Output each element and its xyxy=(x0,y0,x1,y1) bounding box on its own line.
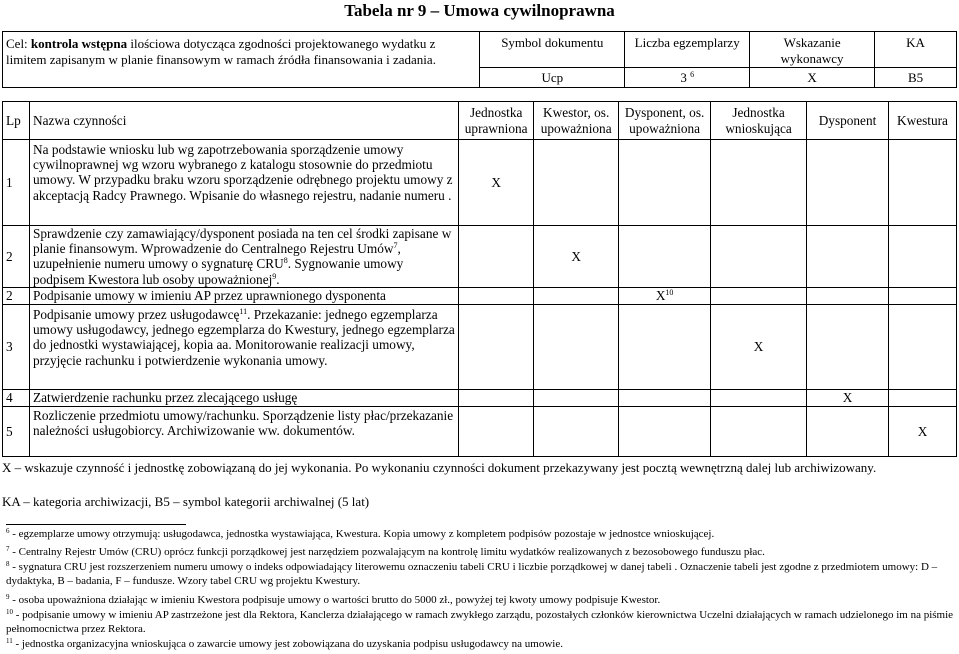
empty-cell xyxy=(534,407,619,457)
row-mark xyxy=(619,288,711,305)
empty-cell xyxy=(807,407,889,457)
col-ka-header: KA xyxy=(875,32,957,68)
count-footnote-ref: 6 xyxy=(690,70,695,79)
footnote-text: - jednostka organizacyjna wnioskująca o zawarcie umowy jest zobowiązana do uzyskania podpisu usługodawcy na umowie. xyxy=(12,638,563,650)
footnote-num: 8 xyxy=(6,560,10,568)
indication-value: X xyxy=(750,68,875,88)
empty-cell xyxy=(619,305,711,390)
row-lp: 1 xyxy=(3,140,30,226)
footnote-text: - osoba upoważniona działając w imieniu Kwestora podpisuje umowy o wartości brutto do 5000 zł., powyżej tej kwoty umowy podpisuje Kwestor. xyxy=(9,594,661,606)
col-kwestura: Kwestura xyxy=(888,102,956,140)
empty-cell xyxy=(534,305,619,390)
col-indication-header: Wskazanie wykonawcy xyxy=(750,32,875,68)
col-dysponent: Dysponent xyxy=(807,102,889,140)
footnote-text: - sygnatura CRU jest rozszerzeniem numeru umowy o indeks odpowiadający literowemu oznaczeniu tabeli CRU i liczbie porządkowej w danej tabeli . Oznaczenie tabeli jest zgodne z przedmiotem umowy: D – dydaktyka, B – badania, F – fundusze. Wzory tabel CRU wg projektu Kwestury. xyxy=(6,561,938,587)
col-dysponent-upowazniona: Dysponent, os. upoważniona xyxy=(619,102,711,140)
table-row xyxy=(3,226,957,288)
col-name: Nazwa czynności xyxy=(29,102,458,140)
row-text: Rozliczenie przedmiotu umowy/rachunku. Sporządzenie listy płac/przekazanie należności usługobiorcy. Archiwizowanie ww. dokumentów. xyxy=(29,407,458,457)
empty-cell xyxy=(534,390,619,407)
empty-cell xyxy=(888,226,956,288)
footnote-num: 10 xyxy=(6,608,13,616)
table-header-row xyxy=(3,102,957,140)
footnote-ref: 7 xyxy=(393,241,398,251)
goal-text: ilościowa dotycząca zgodności projektowanego wydatku z limitem zapisanym w planie finansowym w ramach źródła finansowania i zadania. xyxy=(6,36,436,67)
footnote-8 xyxy=(6,561,956,588)
goal-cell xyxy=(3,32,480,88)
col-count-header: Liczba egzemplarzy xyxy=(625,32,750,68)
symbol-value: Ucp xyxy=(480,68,625,88)
empty-cell xyxy=(807,305,889,390)
empty-cell xyxy=(619,390,711,407)
col-jednostka-uprawniona: Jednostka uprawniona xyxy=(459,102,534,140)
footnote-separator xyxy=(6,524,186,525)
row-text-b: , uzupełnienie numeru umowy o sygnaturę CRU xyxy=(32,241,401,272)
row-lp: 2 xyxy=(3,288,30,305)
row-text-a: Sprawdzenie czy zamawiający/dysponent posiada na ten cel środki zapisane w planie finansowym. Wprowadzenie do Centralnego Rejestru Umów xyxy=(32,226,452,257)
footnote-ref: 9 xyxy=(272,271,277,281)
empty-cell xyxy=(888,288,956,305)
row-text-a: Podpisanie umowy przez usługodawcę xyxy=(32,307,240,322)
table-row xyxy=(3,305,957,390)
row-mark-x: X xyxy=(655,288,666,304)
footnote-ref: 11 xyxy=(239,307,248,316)
empty-cell xyxy=(807,226,889,288)
row-text-b: . Przekazanie: jednego egzemplarza umowy usługodawcy, jednego egzemplarza do Kwestury, jednego egzemplarza do jednostki wystawiającej, kopia aa. Monitorowanie realizacji umowy, przyjęcie rachunku i potwierdzenie wykonania umowy. xyxy=(32,307,455,368)
row-lp: 3 xyxy=(3,305,30,390)
page-title: Tabela nr 9 – Umowa cywilnoprawna xyxy=(344,1,615,20)
empty-cell xyxy=(619,140,711,226)
empty-cell xyxy=(711,226,807,288)
row-lp: 2 xyxy=(3,226,30,288)
goal-bold: kontrola wstępna xyxy=(30,36,128,51)
footnote-ref: 10 xyxy=(665,288,674,298)
empty-cell xyxy=(807,288,889,305)
x-legend-note: X – wskazuje czynność i jednostkę zobowiązaną do jej wykonania. Po wykonaniu czynności dokument przekazywany jest pocztą wewnętrzną dalej lub archiwizowany. xyxy=(2,460,877,475)
row-text-c: . Sygnowanie umowy podpisem Kwestora lub osoby upoważnionej xyxy=(32,256,404,287)
row-text: Podpisanie umowy w imieniu AP przez uprawnionego dysponenta xyxy=(29,288,458,305)
row-lp: 5 xyxy=(3,407,30,457)
row-text xyxy=(29,305,458,390)
ka-value: B5 xyxy=(875,68,957,88)
empty-cell xyxy=(459,390,534,407)
row-mark: X xyxy=(807,390,889,407)
row-mark: X xyxy=(711,305,807,390)
count-value xyxy=(625,68,750,88)
footnote-num: 6 xyxy=(6,527,10,535)
empty-cell xyxy=(619,226,711,288)
empty-cell xyxy=(459,226,534,288)
table-row xyxy=(3,140,957,226)
footnote-num: 11 xyxy=(6,637,13,645)
empty-cell xyxy=(888,140,956,226)
col-symbol-header: Symbol dokumentu xyxy=(480,32,625,68)
col-jednostka-wnioskujaca: Jednostka wnioskująca xyxy=(711,102,807,140)
empty-cell xyxy=(711,407,807,457)
footnote-text: - egzemplarze umowy otrzymują: usługodawca, jednostka wystawiająca, Kwestura. Kopia umowy z kompletem podpisów pozostaje w jednostce wnioskującej. xyxy=(9,528,715,540)
footnote-7 xyxy=(6,546,956,560)
footnote-6 xyxy=(6,528,956,542)
activities-table xyxy=(2,101,957,457)
row-mark: X xyxy=(888,407,956,457)
empty-cell xyxy=(711,288,807,305)
row-text xyxy=(29,226,458,288)
empty-cell xyxy=(888,305,956,390)
table-row xyxy=(3,390,957,407)
empty-cell xyxy=(459,407,534,457)
footnote-num: 9 xyxy=(6,593,10,601)
row-mark: X xyxy=(534,226,619,288)
row-text: Zatwierdzenie rachunku przez zlecającego usługę xyxy=(29,390,458,407)
ka-legend-note: KA – kategoria archiwizacji, B5 – symbol kategorii archiwalnej (5 lat) xyxy=(2,494,370,509)
footnote-ref: 8 xyxy=(283,256,288,266)
empty-cell xyxy=(807,140,889,226)
footnote-text: - Centralny Rejestr Umów (CRU) oprócz funkcji porządkowej jest narzędziem pozwalającym na kontrolę limitu wydatków realizowanych z bezosobowego funduszu płac. xyxy=(9,546,765,558)
empty-cell xyxy=(534,288,619,305)
footnote-text: - podpisanie umowy w imieniu AP zastrzeżone jest dla Rektora, Kanclerza działającego w ramach zwykłego zarządu, pozostałych członków kierownictwa Uczelni działających w ramach udzielonego im na piśmie pełnomocnictwa przez Rektora. xyxy=(6,609,954,635)
goal-label: Cel: xyxy=(6,36,28,51)
count-number: 3 xyxy=(680,70,687,85)
empty-cell xyxy=(459,288,534,305)
footnote-10 xyxy=(6,609,956,636)
header-table xyxy=(2,31,957,88)
empty-cell xyxy=(888,390,956,407)
empty-cell xyxy=(459,305,534,390)
row-mark: X xyxy=(459,140,534,226)
col-lp: Lp xyxy=(3,102,30,140)
row-text-d: . xyxy=(276,271,280,287)
footnote-11 xyxy=(6,638,956,652)
footnote-num: 7 xyxy=(6,545,10,553)
empty-cell xyxy=(711,390,807,407)
empty-cell xyxy=(534,140,619,226)
row-lp: 4 xyxy=(3,390,30,407)
table-row xyxy=(3,288,957,305)
footnote-9 xyxy=(6,594,956,608)
table-row xyxy=(3,407,957,457)
col-kwestor: Kwestor, os. upoważniona xyxy=(534,102,619,140)
row-text: Na podstawie wniosku lub wg zapotrzebowania sporządzenie umowy cywilnoprawnej wg wzoru wybranego z katalogu stosownie do przedmiotu umowy. W przypadku braku wzoru sporządzenie odrębnego projektu umowy z akceptacją Radcy Prawnego. Wpisanie do własnego rejestru, nadanie numeru . xyxy=(29,140,458,226)
empty-cell xyxy=(711,140,807,226)
empty-cell xyxy=(619,407,711,457)
